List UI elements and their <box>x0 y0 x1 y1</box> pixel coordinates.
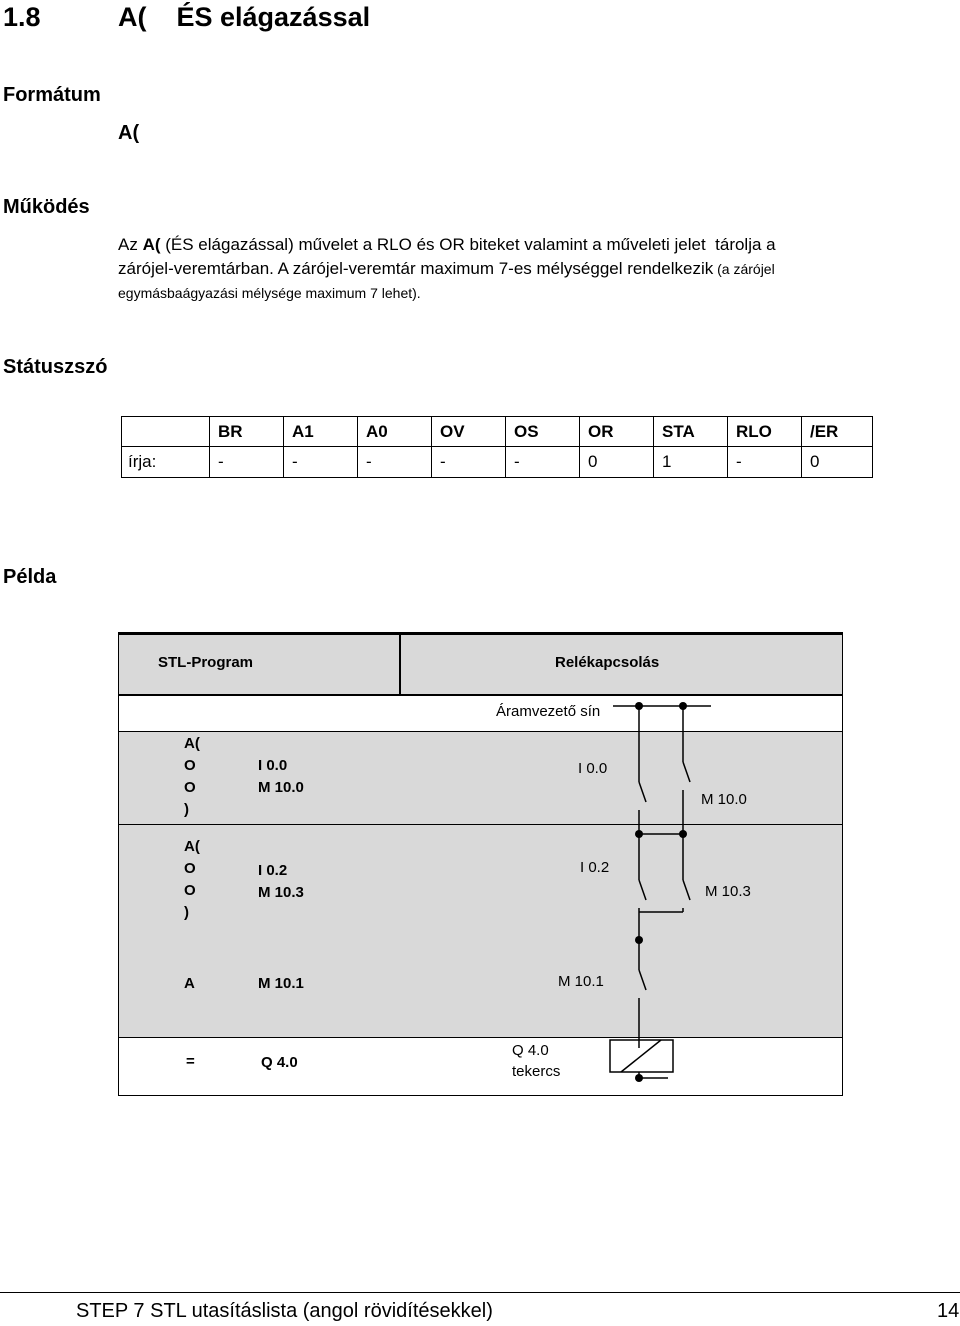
example-heading: Példa <box>3 566 57 588</box>
status-value: 0 <box>579 447 653 477</box>
col-stl-program: STL-Program <box>158 654 254 671</box>
stl-operand: I 0.0 <box>258 757 288 774</box>
status-bit-or: OR <box>579 417 653 446</box>
contact-label: M 10.0 <box>701 791 747 808</box>
stl-operand: M 10.0 <box>258 779 304 796</box>
stl-op: A <box>184 975 195 992</box>
stl-operand: M 10.1 <box>258 975 304 992</box>
operation-line-1: Az A( (ÉS elágazással) művelet a RLO és OR biteket valamint a műveleti jelet tárolja a <box>118 235 776 254</box>
section-number: 1.8 <box>3 2 41 32</box>
status-value: - <box>283 447 357 477</box>
coil-label: Q 4.0 <box>512 1042 549 1059</box>
status-bit-a0: A0 <box>357 417 431 446</box>
status-row-label: írja: <box>128 452 157 471</box>
contact-label: M 10.1 <box>558 973 604 990</box>
stl-operand: Q 4.0 <box>261 1054 298 1071</box>
example-diagram <box>118 632 843 1096</box>
status-word-table <box>121 416 873 478</box>
stl-op: O <box>184 757 196 774</box>
operation-line-2: zárójel-veremtárban. A zárójel-veremtár maximum 7-es mélységgel rendelkezik (a zárójel <box>118 259 775 278</box>
page-number: 14 <box>937 1300 960 1322</box>
contact-label: M 10.3 <box>705 883 751 900</box>
status-word-value-row <box>121 447 873 478</box>
section-title: A( ÉS elágazással <box>118 2 371 32</box>
operation-text <box>118 233 776 305</box>
operation-line-3: egymásbaágyazási mélysége maximum 7 lehet). <box>118 285 421 301</box>
status-bit-ov: OV <box>431 417 505 446</box>
status-value: - <box>505 447 579 477</box>
operation-heading: Működés <box>3 196 90 218</box>
status-bit-br: BR <box>209 417 283 446</box>
stl-operand: I 0.2 <box>258 862 288 879</box>
status-value: 0 <box>801 447 873 477</box>
footer-rule <box>0 1292 960 1293</box>
stl-op: = <box>186 1053 195 1070</box>
contact-label: I 0.2 <box>580 859 610 876</box>
stl-op: O <box>184 779 196 796</box>
status-value: - <box>357 447 431 477</box>
status-bit-a1: A1 <box>283 417 357 446</box>
stl-op: ) <box>184 801 189 818</box>
coil-label: tekercs <box>512 1063 561 1080</box>
rail-label: Áramvezető sín <box>496 703 601 720</box>
operation-code: A( <box>142 235 161 254</box>
status-value: - <box>727 447 801 477</box>
contact-label: I 0.0 <box>578 760 608 777</box>
stl-op: A( <box>184 735 200 752</box>
status-bit-sta: STA <box>653 417 727 446</box>
status-word-header-row <box>121 416 873 447</box>
status-bit-er: /ER <box>801 417 873 446</box>
status-bit-os: OS <box>505 417 579 446</box>
footer-text: STEP 7 STL utasításlista (angol rövidítésekkel) <box>76 1300 493 1322</box>
status-value: - <box>431 447 505 477</box>
status-value: 1 <box>653 447 727 477</box>
stl-op: O <box>184 882 196 899</box>
status-value: - <box>209 447 283 477</box>
format-heading: Formátum <box>3 84 101 106</box>
stl-op: A( <box>184 838 200 855</box>
stl-op: ) <box>184 904 189 921</box>
col-relay-logic: Relékapcsolás <box>555 654 660 671</box>
stl-operand: M 10.3 <box>258 884 304 901</box>
format-code: A( <box>118 122 140 144</box>
status-bit-rlo: RLO <box>727 417 801 446</box>
status-word-heading: Státuszszó <box>3 356 108 378</box>
stl-op: O <box>184 860 196 877</box>
relay-wiring <box>118 632 843 1096</box>
